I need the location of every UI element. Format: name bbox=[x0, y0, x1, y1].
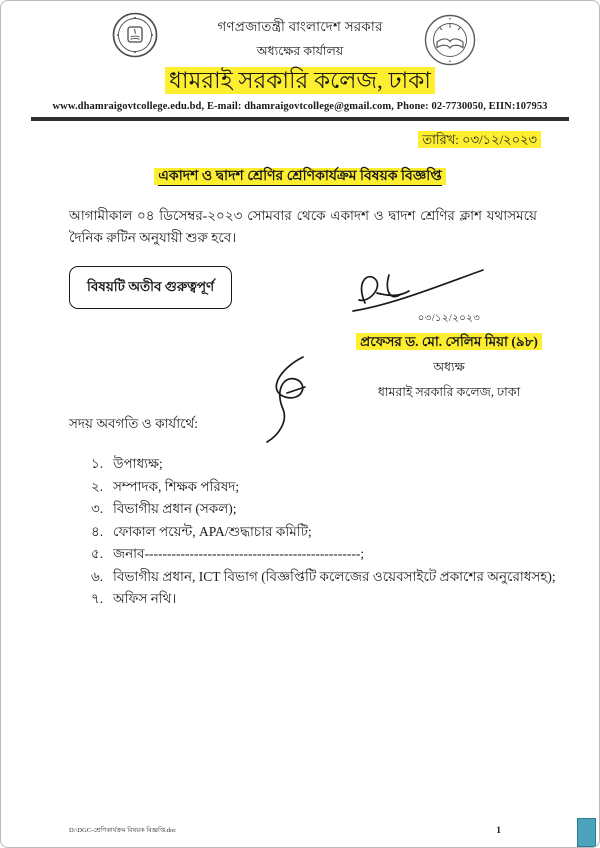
list-item: ৫. জনাব------------------------------------------------; bbox=[91, 546, 365, 562]
contact-line: www.dhamraigovtcollege.edu.bd, E-mail: dhamraigovtcollege@gmail.com, Phone: 02-7730050, EIIN:107953 bbox=[52, 101, 548, 113]
scrollbar-thumb[interactable] bbox=[577, 818, 596, 847]
footer-file-path: D:\DGC-শ্রেণিকার্যক্রম বিষয়ক বিজ্ঞপ্তি.doc bbox=[69, 827, 177, 834]
list-item: ৩. বিভাগীয় প্রধান (সকল); bbox=[91, 501, 237, 517]
list-item: ২. সম্পাদক, শিক্ষক পরিষদ; bbox=[91, 478, 240, 494]
signatory-name: প্রফেসর ড. মো. সেলিম মিয়া (৯৮) bbox=[331, 331, 567, 354]
date-highlight: তারিখ: ০৩/১২/২০২৩ bbox=[418, 131, 541, 148]
signatory-designation: অধ্যক্ষ bbox=[433, 360, 465, 374]
list-item: ৭. অফিস নথি। bbox=[91, 591, 177, 607]
list-item: ৪. ফোকাল পয়েন্ট, APA/শুদ্ধাচার কমিটি; bbox=[91, 523, 312, 539]
letterhead bbox=[1, 1, 599, 121]
header-rule-divider bbox=[31, 117, 569, 121]
distribution-list bbox=[91, 453, 599, 611]
college-name-highlight: ধামরাই সরকারি কলেজ, ঢাকা bbox=[165, 67, 435, 94]
college-monogram-seal-icon bbox=[112, 12, 158, 58]
list-item: ১. উপাধ্যক্ষ; bbox=[91, 456, 163, 472]
signature-block bbox=[331, 245, 567, 404]
date-line bbox=[1, 131, 599, 152]
notice-title-text: একাদশ ও দ্বাদশ শ্রেণির শ্রেণিকার্যক্রম বিষয়ক বিজ্ঞপ্তি bbox=[158, 169, 442, 185]
signature-date: ০৩/১২/২০২৩ bbox=[417, 313, 481, 324]
notice-title bbox=[1, 164, 599, 188]
list-item: ৬. বিভাগীয় প্রধান, ICT বিভাগ (বিজ্ঞপ্তিটি কলেজের ওয়েবসাইটে প্রকাশের অনুরোধসহ); bbox=[91, 568, 556, 584]
page-footer bbox=[69, 825, 529, 836]
government-line: গণপ্রজাতন্ত্রী বাংলাদেশ সরকার bbox=[217, 19, 383, 34]
signature-icon bbox=[331, 263, 567, 317]
initial-paraph-icon bbox=[257, 353, 319, 445]
important-note-box: বিষয়টি অতীব গুরুত্বপূর্ণ bbox=[69, 266, 232, 309]
page-number: 1 bbox=[496, 826, 501, 836]
college-name bbox=[1, 68, 599, 94]
distribution-heading: সদয় অবগতি ও কার্যার্থে: bbox=[69, 416, 199, 432]
office-line: অধ্যক্ষের কার্যালয় bbox=[256, 44, 344, 58]
body-paragraph: আগামীকাল ০৪ ডিসেম্বর-২০২৩ সোমবার থেকে একাদশ ও দ্বাদশ শ্রেণির ক্লাশ যথাসময়ে দৈনিক রুটিন অনুযায়ী শুরু হবে। bbox=[69, 208, 537, 246]
signatory-institution: ধামরাই সরকারি কলেজ, ঢাকা bbox=[377, 385, 521, 399]
college-emblem-seal-icon bbox=[424, 14, 476, 66]
